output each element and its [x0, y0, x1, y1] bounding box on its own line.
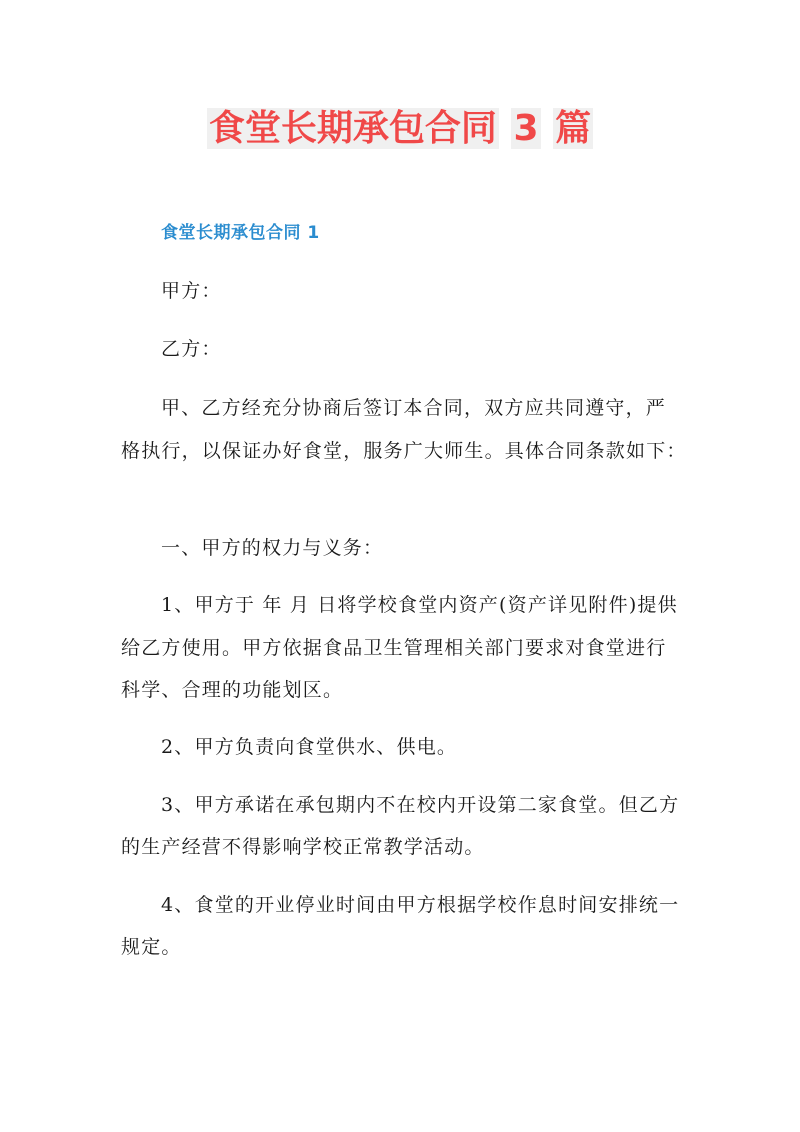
clause-4-line-1: 4、食堂的开业停业时间由甲方根据学校作息时间安排统一 — [161, 894, 680, 916]
document-title — [0, 104, 800, 154]
intro-paragraph-line-2: 格执行，以保证办好食堂，服务广大师生。具体合同条款如下： — [121, 440, 687, 462]
clause-2: 2、甲方负责向食堂供水、供电。 — [161, 736, 458, 758]
title-text: 食堂长期承包合同 — [208, 108, 497, 149]
party-b-line: 乙方： — [161, 338, 222, 360]
clause-3-line-1: 3、甲方承诺在承包期内不在校内开设第二家食堂。但乙方 — [161, 794, 680, 816]
title-number: 3 — [513, 108, 539, 149]
clause-heading: 一、甲方的权力与义务： — [161, 537, 384, 559]
title-suffix: 篇 — [555, 108, 592, 149]
clause-1-line-1: 1、甲方于 年 月 日将学校食堂内资产(资产详见附件)提供 — [161, 594, 678, 616]
intro-paragraph-line-1: 甲、乙方经充分协商后签订本合同，双方应共同遵守，严 — [161, 397, 667, 419]
party-a-line: 甲方： — [161, 280, 222, 302]
clause-4-line-2: 规定。 — [121, 936, 182, 958]
clause-1-line-2: 给乙方使用。甲方依据食品卫生管理相关部门要求对食堂进行 — [121, 637, 667, 659]
clause-1-line-3: 科学、合理的功能划区。 — [121, 679, 344, 701]
section-heading: 食堂长期承包合同 1 — [161, 223, 320, 243]
clause-3-line-2: 的生产经营不得影响学校正常教学活动。 — [121, 836, 485, 858]
